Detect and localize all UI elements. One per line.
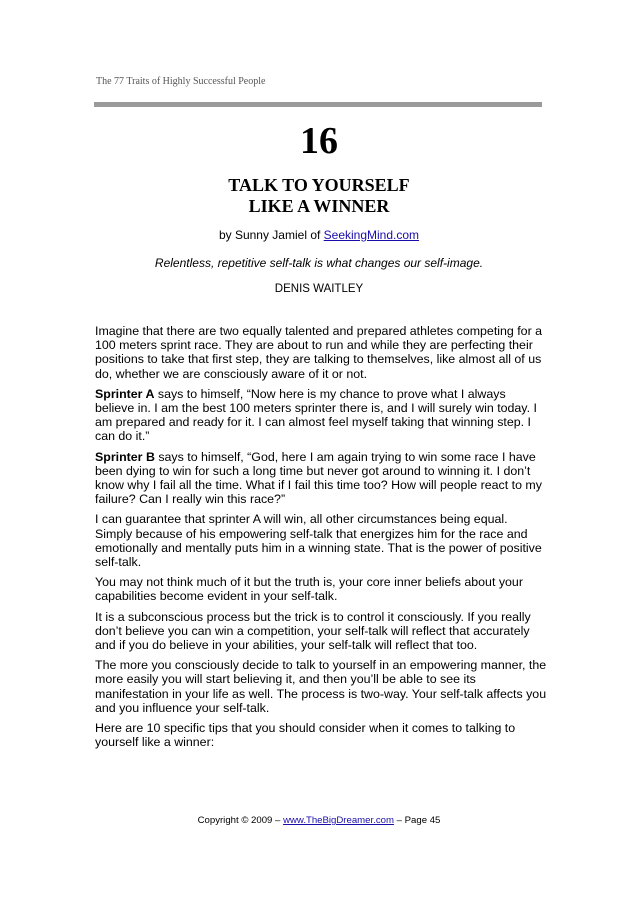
thebigdreamer-link[interactable]: www.TheBigDreamer.com — [283, 815, 394, 826]
byline-prefix: by Sunny Jamiel of — [218, 228, 324, 242]
sprinter-a-text: says to himself, “Now here is my chance to prove what I always believe in. I am the best 100 meters sprinter there is, and I will surely win today. I am prepared and ready for it. I can almost feel myself taking that winning step. I can do it.” — [95, 386, 537, 444]
chapter-title-line-2: LIKE A WINNER — [248, 196, 390, 216]
chapter-title-line-1: TALK TO YOURSELF — [228, 175, 410, 195]
body-text — [95, 324, 547, 755]
paragraph-3 — [95, 450, 547, 507]
paragraph-1: Imagine that there are two equally talented and prepared athletes competing for a 100 meters sprint race. They are about to run and while they are perfecting their positions to take that first step, they are talking to themselves, like almost all of us do, whether we are consciously aware of it or not. — [95, 324, 543, 381]
footer-prefix: Copyright © 2009 – — [197, 815, 284, 826]
sprinter-b-label: Sprinter B — [95, 449, 155, 464]
byline — [0, 228, 638, 242]
paragraph-6: It is a subconscious process but the trick is to control it consciously. If you really don’t believe you can win a competition, your self-talk will reflect that accurately and if you do believe in your abilities, your self-talk will reflect that too. — [95, 609, 531, 653]
sprinter-a-label: Sprinter A — [95, 386, 155, 401]
paragraph-2 — [95, 387, 547, 444]
running-header: The 77 Traits of Highly Successful People — [96, 76, 266, 87]
epigraph-quote: Relentless, repetitive self-talk is what changes our self-image. — [154, 256, 484, 270]
footer-suffix: – Page 45 — [393, 815, 441, 826]
paragraph-7: The more you consciously decide to talk to yourself in an empowering manner, the more easily you will start believing it, and then you’ll be able to see its manifestation in your life as well. The process is two-way. Your self-talk affects you and you influence your self-talk. — [95, 658, 547, 715]
page-footer — [0, 815, 638, 826]
header-rule — [94, 102, 542, 107]
epigraph-author: DENIS WAITLEY — [274, 283, 364, 295]
paragraph-8: Here are 10 specific tips that you should consider when it comes to talking to yourself like a winner: — [95, 721, 516, 750]
sprinter-b-text: says to himself, “God, here I am again trying to win some race I have been dying to win for such a long time but never got around to winning it. I don’t know why I fail all the time. What if I fail this time too? How will people react to my failure? Can I really win this race?” — [95, 449, 542, 507]
chapter-number: 16 — [300, 120, 338, 162]
seekingmind-link[interactable]: SeekingMind.com — [323, 228, 420, 242]
paragraph-4: I can guarantee that sprinter A will win, all other circumstances being equal. Simply because of his empowering self-talk that energizes him for the race and emotionally and mentally puts him in a winning state. That is the power of positive self-talk. — [95, 512, 542, 570]
chapter-title — [0, 175, 638, 217]
paragraph-5: You may not think much of it but the truth is, your core inner beliefs about your capabilities become evident in your self-talk. — [95, 575, 523, 604]
